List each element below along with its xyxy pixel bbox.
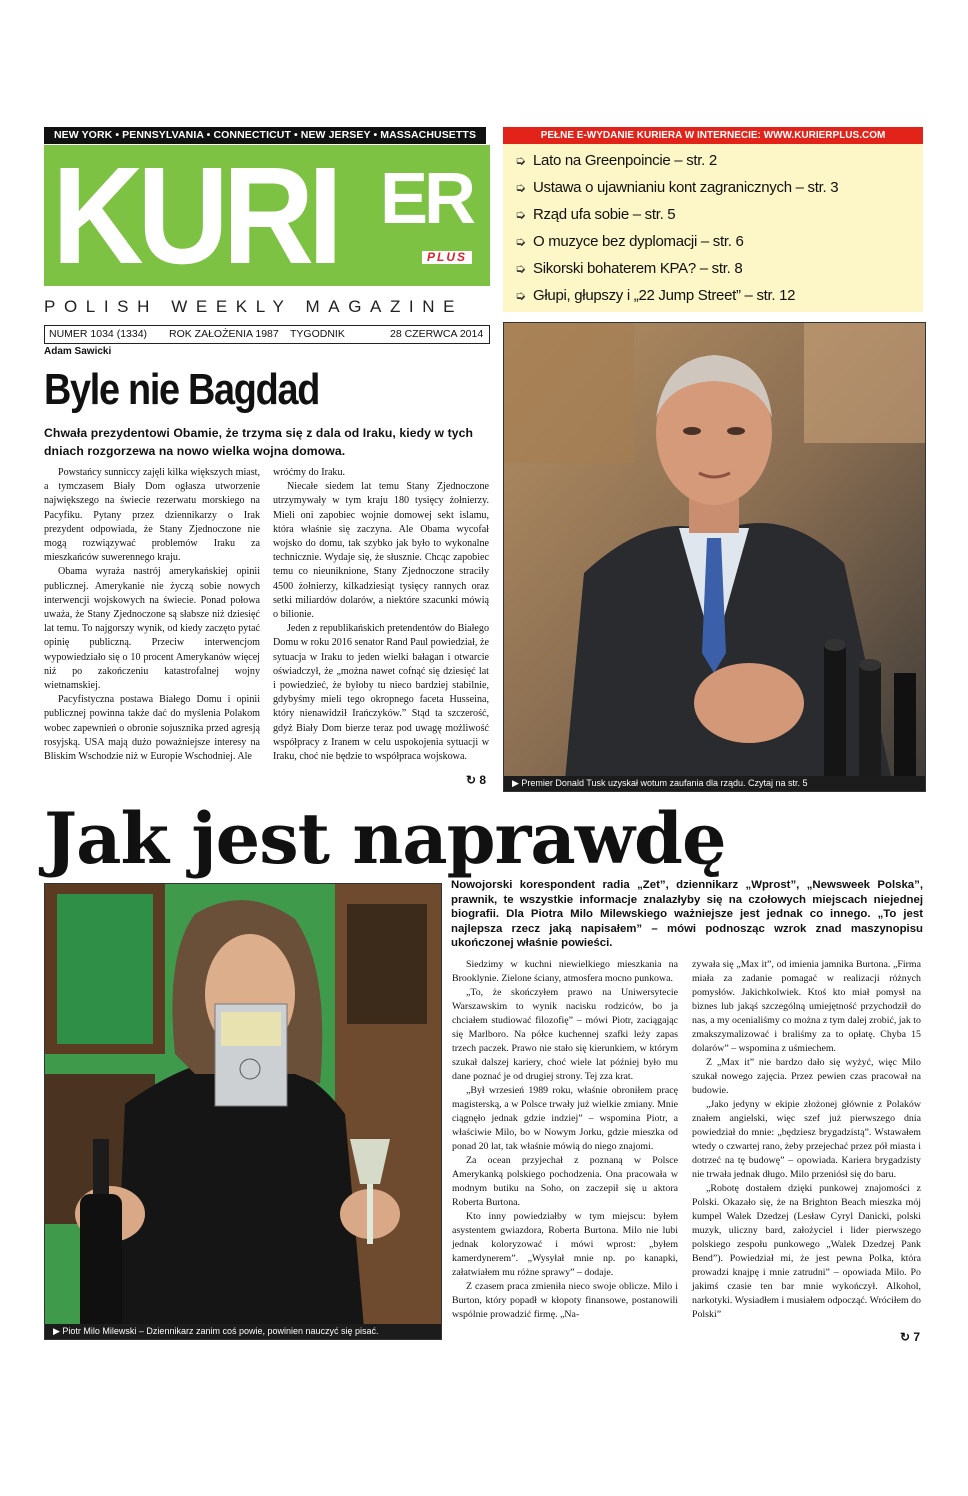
regions-bar: NEW YORK • PENNSYLVANIA • CONNECTICUT • NEW JERSEY • MASSACHUSETTS bbox=[44, 127, 486, 144]
paragraph: Pacyfistyczna postawa Białego Domu i opinii publicznej powinna także dać do myślenia Polakom wobec zapewnień o obronie sojusznika przed agresją rosyjską. USA mają dużo poważniejsze interesy na Bliskim Wschodzie niż w Europie Wschodniej. Ale bbox=[44, 694, 260, 763]
article-column-2 bbox=[692, 958, 921, 1322]
logo-er-text: ER bbox=[380, 159, 473, 239]
teaser-item[interactable]: ➭ Rząd ufa sobie – str. 5 bbox=[515, 206, 676, 223]
kurier-logo bbox=[44, 145, 490, 286]
continued-page-link[interactable]: ↻ 8 bbox=[466, 773, 487, 787]
byline: Adam Sawicki bbox=[44, 346, 112, 357]
photo-caption: ▶ Piotr Milo Milewski – Dziennikarz zanim coś powie, powinien nauczyć się pisać. bbox=[45, 1324, 442, 1339]
teaser-item[interactable]: ➭ Ustawa o ujawnianiu kont zagranicznych – str. 3 bbox=[515, 179, 839, 196]
paragraph: Za ocean przyjechał z poznaną w Polsce Amerykanką polskiego pochodzenia. Ona pracowała w modnym butiku na Soho, on zaczepił się u aktora Roberta Burtona. bbox=[452, 1155, 678, 1208]
paragraph: Z czasem praca zmieniła nieco swoje oblicze. Milo i Burton, który popadł w kłopoty finansowe, postanowili wspólnie prowadzić firmę. „Na- bbox=[452, 1281, 678, 1320]
paragraph: „To, że skończyłem prawo na Uniwersytecie Warszawskim to wynik nacisku rodziców, bo ja chciałem studiować filozofię” – mówi Piotr, zaciągając się Marlboro. Na półce kuchennej szafki leży zapas trzech paczek. Prawo nie stało się kierunkiem, w którym szukał dalszej kariery, choć wiele lat później było mu dane poznać je od drugiej strony. Tej zza krat. bbox=[452, 987, 678, 1082]
arrow-icon: ➭ bbox=[515, 180, 526, 195]
article-column-1 bbox=[44, 466, 260, 764]
paragraph: Niecałe siedem lat temu Stany Zjednoczone utrzymywały w tym kraju 180 tysięcy żołnierzy. Mieli oni zapobiec wojnie domowej sekt islamu, która właśnie się zaczyna. Ale Obama wycofał wojsko do domu, tak szybko jak było to wykonalne technicznie. Wydaje się, że słusznie. Chcąc zapobiec temu co nieuniknione, Stany Zjednoczone straciły 4500 żołnierzy, kilkadziesiąt tysięcy rannych oraz setki miliardów dolarów, a niektóre szacunki mówią o bilionie. bbox=[273, 481, 489, 621]
founded-year: ROK ZAŁOŻENIA 1987 bbox=[169, 328, 279, 340]
teaser-item[interactable]: ➭ Lato na Greenpoincie – str. 2 bbox=[515, 152, 717, 169]
photo-illustration bbox=[504, 323, 925, 791]
arrow-icon: ➭ bbox=[515, 261, 526, 276]
lead-paragraph: Chwała prezydentowi Obamie, że trzyma się z dala od Iraku, kiedy w tych dniach rozgorzewa na nowo wielka wojna domowa. bbox=[44, 426, 474, 458]
teaser-item[interactable]: ➭ O muzyce bez dyplomacji – str. 6 bbox=[515, 233, 744, 250]
paragraph: wróćmy do Iraku. bbox=[273, 467, 346, 478]
paragraph: Jeden z republikańskich pretendentów do Białego Domu w roku 2016 senator Rand Paul powiedział, że sytuacja w Iraku to jeden wielki bałagan i otwarcie oświadczył, że „można nawet cofnąć się dziesięć lat i powiedzieć, że byłoby tu nieco bardziej stabilnie, gdybyśmy mieli tego okropnego faceta Husseina, który nienawidził Irańczyków.” Stąd ta szczerość, gdyż Biały Dom bierze teraz pod uwagę możliwość współpracy z Iranem w celu uspokojenia sytuacji w Iraku, choć nie będzie to współpraca wojskowa. bbox=[273, 623, 489, 763]
paragraph: zywała się „Max it”, od imienia jamnika Burtona. „Firma miała za zadanie pomagać w realizacji różnych pomysłów. Jakichkolwiek. Ktoś kto miał pomysł na biznes lub jakąś szczególną umiejętność przychodził do nas, a my ocenialiśmy co można z tym dalej zrobić, jak to zmakszymalizować i braliśmy za to opłatę. Chyba 15 dolarów” – wspomina z uśmiechem. bbox=[692, 959, 921, 1054]
arrow-icon: ➭ bbox=[515, 288, 526, 303]
paragraph: Obama wyraża nastrój amerykańskiej opinii publicznej. Amerykanie nie życzą sobie nowych interwencji wojskowych na świecie. Ponad połowa uważa, że Stany Zjednoczone są słabsze niż dziesięć lat temu. To najgorszy wynik, od kiedy zaczęto pytać opinię publiczną. Przeciw interwencjom wypowiedziało się o 10 procent Amerykanów więcej niż po zakończeniu katastrofalnej wojny wietnamskiej. bbox=[44, 566, 260, 692]
arrow-icon: ➭ bbox=[515, 207, 526, 222]
photo-illustration bbox=[45, 884, 441, 1339]
issue-number: NUMER 1034 (1334) bbox=[49, 328, 148, 340]
arrow-icon: ➭ bbox=[515, 234, 526, 249]
article-column-1 bbox=[452, 958, 678, 1322]
logo-plus-badge: PLUS bbox=[422, 251, 472, 264]
paragraph: „Jako jedyny w ekipie złożonej głównie z Polaków znałem angielski, więc szef już pierwszego dnia powiedział do mnie: „będziesz brygadzistą”. Wstawałem wtedy o czwartej rano, żeby przejechać przez pół miasta i dotrzeć na tę budowę” – opowiada. Kariera brygadzisty nie trwała jednak długo. Milo przeniósł się do baru. bbox=[692, 1099, 921, 1180]
issue-date: 28 CZERWCA 2014 bbox=[390, 328, 484, 340]
photo-caption: ▶ Premier Donald Tusk uzyskał wotum zaufania dla rządu. Czytaj na str. 5 bbox=[504, 776, 926, 791]
lead-paragraph: Nowojorski korespondent radia „Zet”, dziennikarz „Wprost”, „Newsweek Polska”, prawnik, te wszystkie informacje znalazłyby się na czołowych miejscach niejednej biografii. Dla Piotra Milo Milewskiego ważniejsze jest jednak co innego. „To jest najlepsza rzecz jaką napisałem” – mówi podnosząc wzrok znad maszynopisu ukończonej właśnie powieści. bbox=[451, 879, 923, 950]
paragraph: Z „Max it” nie bardzo dało się wyżyć, więc Milo szukał nowego zajęcia. Przez pewien czas pracował na budowie. bbox=[692, 1057, 921, 1096]
frequency: TYGODNIK bbox=[290, 328, 345, 340]
tagline: POLISH WEEKLY MAGAZINE bbox=[44, 297, 464, 316]
teaser-box bbox=[503, 127, 923, 312]
teaser-item[interactable]: ➭ Sikorski bohaterem KPA? – str. 8 bbox=[515, 260, 743, 277]
photo-tusk bbox=[503, 322, 926, 792]
article-column-2 bbox=[273, 466, 489, 764]
headline-jak-jest-naprawde[interactable]: Jak jest naprawdę bbox=[44, 797, 726, 880]
teaser-item[interactable]: ➭ Głupi, głupszy i „22 Jump Street” – str. 12 bbox=[515, 287, 796, 304]
arrow-icon: ➭ bbox=[515, 153, 526, 168]
e-edition-banner[interactable]: PEŁNE E-WYDANIE KURIERA W INTERNECIE: WWW.KURIERPLUS.COM bbox=[503, 127, 923, 144]
photo-milewski bbox=[44, 883, 442, 1340]
paragraph: Powstańcy sunniccy zajęli kilka większych miast, a tymczasem Biały Dom ogłasza utworzenie największego na świecie rezerwatu morskiego na Pacyfiku. Pytany przez dziennikarzy o Irak prezydent odpowiada, że Stany Zjednoczone nie mogą rozwiązywać problemów Iraku za mieszkańców suwerennego kraju. bbox=[44, 467, 260, 564]
paragraph: „Robotę dostałem dzięki punkowej znajomości z Polski. Okazało się, że na Brighton Beach mieszka mój kumpel Walek Dzedzej (Lesław Cyryl Danicki, polski muzyk, uliczny bard, założyciel i lider pierwszego polskiego zespołu punkowego „Walek Dzedzej Pank Bend”). Powiedział mi, że jest pewna Polka, która prowadzi knajpę i mnie zatrudni” – opowiada Milo. Po jakimś czasie ten bar mnie wykończył. Alkohol, narkotyki. Wysiadłem i musiałem odpocząć. Wróciłem do Polski” bbox=[692, 1183, 921, 1320]
headline-byle-nie-bagdad[interactable]: Byle nie Bagdad bbox=[44, 365, 320, 414]
paragraph: Kto inny powiedziałby w tym miejscu: byłem asystentem gwiazdora, Roberta Burtona. Milo nie lubi jednak koloryzować i mówi wprost: „byłem kamerdynerem”. „Wysyłał mnie np. po kanapki, załatwiałem mu różne sprawy” – dodaje. bbox=[452, 1211, 678, 1278]
paragraph: Siedzimy w kuchni niewielkiego mieszkania na Brooklynie. Zielone ściany, atmosfera mocno punkowa. bbox=[452, 959, 678, 984]
continued-page-link[interactable]: ↻ 7 bbox=[900, 1330, 921, 1344]
paragraph: „Był wrzesień 1989 roku, właśnie obroniłem pracę magisterską, a w Polsce trwały już wielkie zmiany. Mnie ciągnęło jednak gdzie indziej” – wspomina Piotr, a właściwie Milo, bo w Nowym Jorku, gdzie mieszka od ponad 20 lat, tak właśnie mówią do niego znajomi. bbox=[452, 1085, 678, 1152]
issue-bar bbox=[44, 325, 490, 344]
logo-main-text: KURI bbox=[52, 145, 337, 286]
